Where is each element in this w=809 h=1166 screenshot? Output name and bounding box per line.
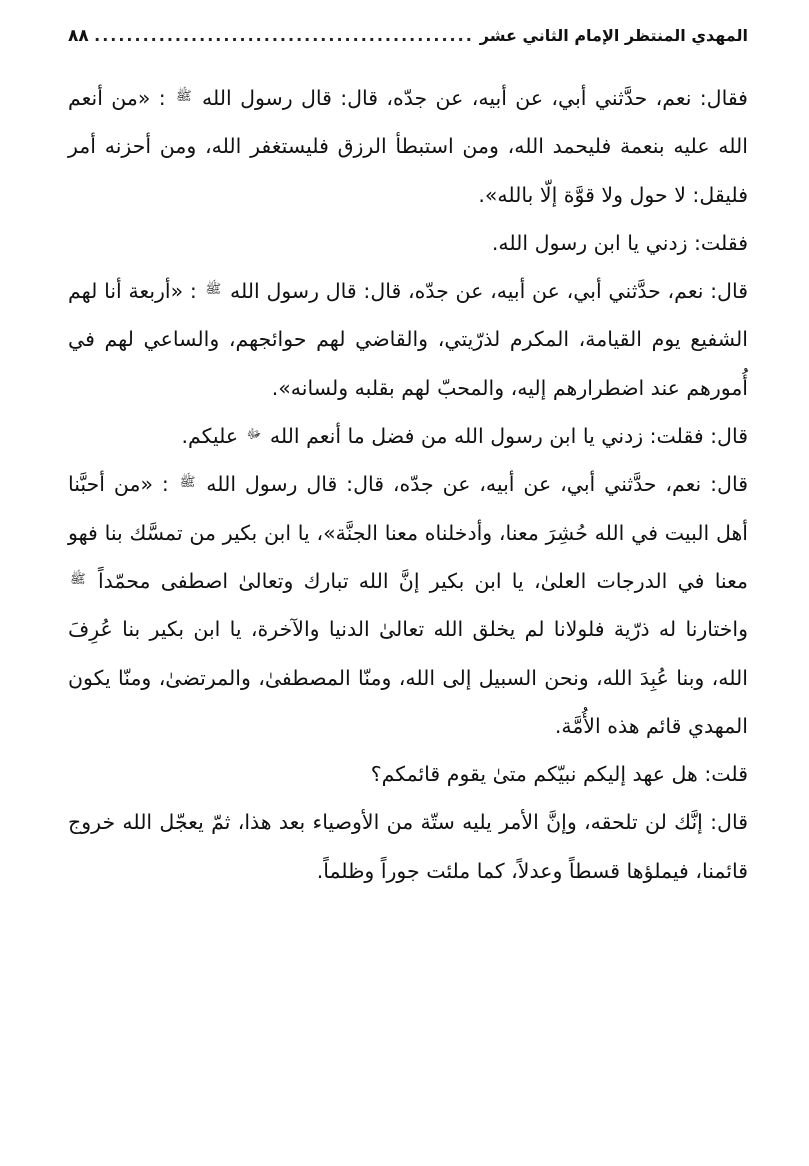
honorific-icon: ﷺ — [205, 282, 222, 298]
honorific-icon: ﷺ — [175, 89, 192, 104]
paragraph-text: واختارنا له ذرّية فلولانا لم يخلق الله تعالىٰ الدنيا والآخرة، يا ابن بكير بنا عُرِفَ الله، وبنا عُبِدَ الله، ونحن السبيل إلى الله، ومنّا المصطفىٰ، والمرتضىٰ، ومنّا يكون المهدي قائم هذه الأُمَّة. — [68, 617, 748, 738]
book-page — [68, 26, 748, 1136]
paragraph-text: قال: فقلت: زدني يا ابن رسول الله من فضل ما أنعم الله — [263, 424, 748, 449]
honorific-icon: ﷺ — [70, 571, 86, 587]
paragraph-5 — [68, 460, 748, 750]
paragraph-3 — [68, 267, 748, 412]
paragraph-text: قال: نعم، حدَّثني أبي، عن أبيه، عن جدّه، قال: قال رسول الله — [197, 472, 748, 497]
paragraph-text: : «أربعة أنا لهم الشفيع يوم القيامة، المكرم لذرّيتي، والقاضي لهم حوائجهم، والساعي لهم في أُمورهم عند اضطرارهم إليه، والمحبّ لهم بقلبه ولسانه». — [68, 279, 748, 400]
running-title: المهدي المنتظر الإمام الثاني عشر — [479, 26, 748, 45]
paragraph-2 — [68, 219, 748, 267]
paragraph-1 — [68, 74, 748, 219]
paragraph-text: فقلت: زدني يا ابن رسول الله. — [491, 230, 748, 255]
paragraph-text: قال: إنَّك لن تلحقه، وإنَّ الأمر يليه ستّة من الأوصياء بعد هذا، ثمّ يعجّل الله خروج قائمنا، فيملؤها قسطاً وعدلاً، كما ملئت جوراً وظلماً. — [68, 810, 748, 883]
paragraph-4 — [68, 412, 748, 460]
honorific-icon: ﷻ — [246, 427, 262, 443]
leader-dots — [95, 26, 474, 45]
paragraph-text: قلت: هل عهد إليكم نبيّكم متىٰ يقوم قائمكم؟ — [370, 762, 748, 787]
page-body — [68, 74, 748, 895]
paragraph-text: : «من أنعم الله عليه بنعمة فليحمد الله، ومن استبطأ الرزق فليستغفر الله، ومن أحزنه أمر فليقل: لا حول ولا قوَّة إلّا بالله». — [68, 86, 748, 207]
paragraph-text: فقال: نعم، حدَّثني أبي، عن أبيه، عن جدّه، قال: قال رسول الله — [193, 86, 748, 110]
running-header — [68, 26, 748, 62]
page-number: ٨٨ — [68, 26, 89, 46]
paragraph-6 — [68, 750, 748, 798]
paragraph-text: قال: نعم، حدَّثني أبي، عن أبيه، عن جدّه، قال: قال رسول الله — [223, 279, 748, 304]
paragraph-text: عليكم. — [181, 424, 245, 449]
paragraph-text: : «من أحبَّنا أهل البيت في الله حُشِرَ معنا، وأدخلناه معنا الجنَّة»، يا ابن بكير من تمسَّك بنا فهو معنا في الدرجات العلىٰ، يا ابن بكير إنَّ الله تبارك وتعالىٰ اصطفى محمّداً — [68, 472, 748, 593]
paragraph-7 — [68, 798, 748, 895]
honorific-icon: ﷺ — [179, 475, 196, 491]
